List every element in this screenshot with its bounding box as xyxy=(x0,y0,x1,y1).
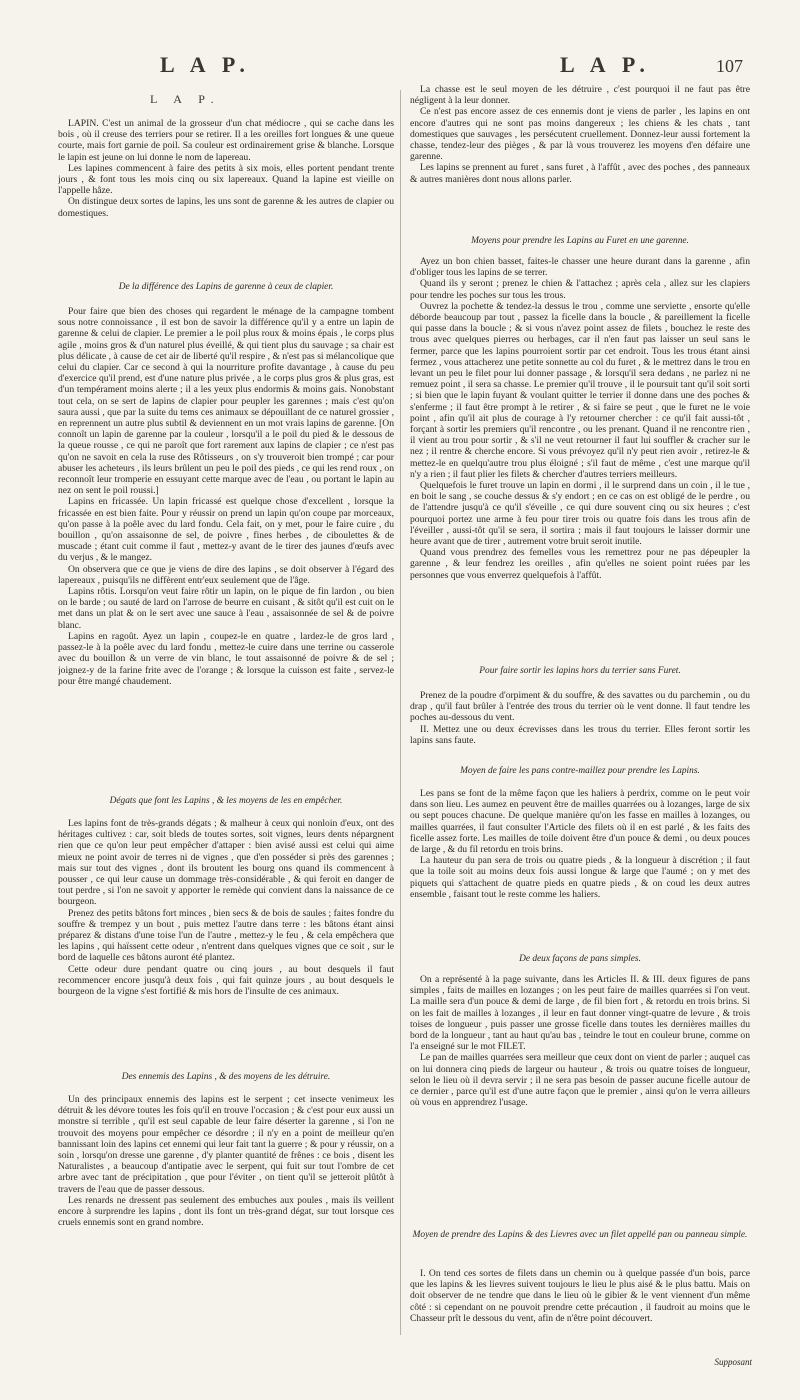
paragraph: Les lapins se prennent au furet , sans furet , à l'affût , avec des poches , des panneaux & autres manières dont nous allons parler. xyxy=(410,162,750,185)
paragraph: Le pan de mailles quarrées sera meilleur que ceux dont on vient de parler ; auquel cas on lui donnera cinq pieds de largeur ou hauteur , & trois ou quatre toises de longueur, selon le lieu où il devra servir ; il ne sera pas besoin de passer aucune ficelle autour de ce dernier , parce qu'il est d'une autre façon que le premier , ainsi qu'on le verra ailleurs où vous en apprendrez l'usage. xyxy=(410,1052,750,1109)
page-number: 107 xyxy=(716,56,743,76)
paragraph: Les renards ne dressent pas seulement des embuches aux poules , mais ils veillent encore à surprendre les lapins , dont ils font un très-grand dégat, sur tout lorsque ces cruels ennemis sont en grand nombre. xyxy=(58,1194,394,1229)
section-heading: Dégats que font les Lapins , & les moyens de les en empêcher. xyxy=(109,796,343,806)
paragraph: Un des principaux ennemis des lapins est le serpent ; cet insecte venimeux les détruit & les dévore toutes les fois qu'il en trouve l'occasion ; & c'est pour eux aussi un monstre si terrible , qu'il est seul capable de leur faire déserter la garenne , si l'on ne trouvoit des moyens pour empêcher ce désordre ; il n'y en a point de meilleur qu'en bannissant loin des lapins cet ennemi qui leur fait tant la guerre ; & pour y réussir, on a soin , lorsqu'on dresse une garenne , d'y planter quantité de frênes : ce bois , disent les Naturalistes , a beaucoup d'antipatie avec le serpent, qui fuit sur tout l'ombre de cet arbre avec tant de précipitation , que pour l'éviter , on tient qu'il se jetteroit plûtôt à travers de l'eau que de passer dessous. xyxy=(58,1094,394,1195)
paragraph: On distingue deux sortes de lapins, les uns sont de garenne & les autres de clapier ou domestiques. xyxy=(58,196,394,219)
paragraph: Prenez des petits bâtons fort minces , bien secs & de bois de saules ; faites fondre du souffre & trempez y un bout , puis mettez l'autre dans terre : les bâtons étant ainsi préparez & distans d'une toise l'un de l'autre , mettez-y le feu , & cela empêchera que les lapins , qui haïssent cette odeur , n'entrent dans quelques vignes que ce soit , sur le bord de laquelle ces bâtons auront été plantez. xyxy=(58,907,394,964)
paragraph: Prenez de la poudre d'orpiment & du souffre, & des savattes ou du parchemin , ou du drap , qu'il faut brûler à l'entrée des trous du terrier où le vent donne. Il faut tendre les poches au-dessous du vent. xyxy=(410,690,750,724)
paragraph: Cette odeur dure pendant quatre ou cinq jours , au bout desquels il faut recommencer encore jusqu'à deux fois , qui fait quinze jours , au bout desquels le bourgeon de la vigne s'est fortifié & mis hors de l'insulte de ces animaux. xyxy=(58,963,394,998)
paragraph: Ce n'est pas encore assez de ces ennemis dont je viens de parler , les lapins en ont encore d'autres qui ne sont pas moins dangereux ; les chiens & les chats , tant domestiques que sauvages , les persécutent cruellement. Donnez-leur aussi fortement la chasse, tendez-leur des pièges , & par là vous trouverez les moyens d'en défaire une garenne. xyxy=(410,106,750,163)
paragraph: Lapins en fricassée. Un lapin fricassé est quelque chose d'excellent , lorsque la fricassée en est bien faite. Pour y réussir on prend un lapin qu'on coupe par morceaux, qu'on passe à la poêle avec du lard fondu. Cela fait, on y met, pour le faire cuire , du bouillon , qu'on assaisonne de sel, de poivre , fines herbes , de ciboulettes & de muscade ; étant cuit comme il faut , mettez-y avant de le tirer des jaunes d'œufs avec du verjus , & le mangez. xyxy=(58,496,394,564)
paragraph: On a représenté à la page suivante, dans les Articles II. & III. deux figures de pans simples , faits de mailles en lozanges ; on les peut faire de mailles quarrées si l'on veut. La maille sera d'un pouce & demi de large , de fil bien fort , & retordu en trois brins. Si on les fait de mailles à lozanges , il leur en faut donner vingt-quatre de levure , & trois toises de longueur , puis passer une grosse ficelle dans toutes les dernières mailles du bord de la longueur , tant au haut qu'au bas , teindre le tout en couleur brune, comme on l'a enseigné sur le mot FILET. xyxy=(410,974,750,1053)
paragraph: Les pans se font de la même façon que les haliers à perdrix, comme on le peut voir dans son lieu. Les aumez en peuvent être de mailles quarrées ou à lozanges, large de six ou sept pouces chacune. De quelque manière qu'on les fasse en mailles à lozanges, ou mailles quarrées, il faut consulter l'Article des filets où il en est parlé , & les faits des ficelle assez forte. Les mailles de toile doivent être d'un pouce & demi , ou deux pouces de large , & du fil retordu en trois brins. xyxy=(410,788,750,856)
paragraph: Les lapines commencent à faire des petits à six mois, elles portent pendant trente jours , & font tous les mois cinq ou six lapereaux. Quand la lapine est vieille on l'appelle hâze. xyxy=(58,162,394,197)
paragraph: Pour faire que bien des choses qui regardent le ménage de la campagne tombent sous notre connoissance , il est bon de savoir la différence qu'il y a entre un lapin de garenne & celui de clapier. Le premier a le poil plus roux & moins épais , le corps plus agile , moins gros & d'un naturel plus éveillé, & qui tient plus du sauvage ; sa chair est plus délicate , à cause de cet air de liberté qu'il respire , & n'est pas si mélancolique que celui du clapier. Car ce second à qui la nourriture profite davantage , à cause du peu d'exercice qu'il prend, est d'une nature plus privée , a le corps plus gros & plus gras, est d'un tempérament moins alerte ; il a les yeux plus endormis & moins gais. Nonobstant tout cela, on se sert de lapins de clapier pour peupler les garennes ; mais c'est qu'on saura aussi , que par la suite du tems ces animaux se dépouillant de ce naturel grossier , en reprennent un autre plus subtil & deviennent en un mot vrais lapins de garenne. [On connoît un lapin de garenne par la couleur , lorsqu'il a le poil du pied & le dessous de la queue rousse , ce qui ne paroît que fort rarement aux lapins de clapier ; ce n'est pas qu'on ne savoit en cela la ruse des Rôtisseurs , on s'y trouveroit bien trompé ; car pour abuser les acheteurs , ils leurs brûlent un peu le poil des pieds , ce qui les rend roux , on reconnoît leur tromperie en essuyant cette marque avec de l'eau , ou portant le lapin au nez on sent le poil roussi.] xyxy=(58,306,394,497)
left-column-title: L A P. xyxy=(150,92,221,106)
running-head-right: L A P. xyxy=(560,52,651,77)
section-heading: Moyen de prendre des Lapins & des Lievres avec un filet appellé pan ou panneau simple. xyxy=(412,1230,748,1240)
paragraph: Ouvrez la pochette & tendez-la dessus le trou , comme une serviette , ensorte qu'elle déborde beaucoup par tout , passez la ficelle dans la boucle , & pareillement la ficelle qui passe dans la boucle ; & si vous n'avez point assez de filets , bouchez le reste des trous avec quelques pierres ou herbages, car il n'en faut pas laisser un seul sans le fermer, parce que les lapins pourroient sortir par cet endroit. Tous les trous étant ainsi fermez , vous attacherez une petite sonnette au col du furet , & le mettrez dans le trou en levant un peu le filet pour lui donner passage , & lorsqu'il sera dedans , ne parlez ni ne remuez point , il sera sa chasse. Le premier qu'il trouve , il le poursuit tant qu'il soit sorti ; si bien que le lapin fuyant & voulant quitter le terrier il donne dans une des poches & s'enferme ; il faut être prompt à le retirer , & si faire se peut , que le furet ne le voie point , afin qu'il ait plus de courage à l'y retourner chercher : ce qu'il fait aussi-tôt , forçant à sortir les premiers qu'il rencontre , ou les prenant. Quand il ne rencontre rien , il vient au trou pour sortir , & s'il ne veut retourner il faut lui souffler & cracher sur le nez ; il rentre & cherche encore. Si vous prévoyez qu'il n'y peut rien avoir , retirez-le & mettez-le en quelqu'autre trou plus éloigné ; s'il faut de même , c'est une marque qu'il n'y a rien ; il faut plier les filets & chercher d'autres terriers meilleurs. xyxy=(410,300,750,480)
section-text xyxy=(58,306,394,776)
section-text xyxy=(410,974,750,1210)
section-text xyxy=(58,1094,394,1322)
section-text xyxy=(410,256,750,648)
paragraph: II. Mettez une ou deux écrevisses dans les trous du terrier. Elles feront sortir les lapins sans faute. xyxy=(410,723,750,746)
paragraph: Quand vous prendrez des femelles vous les remettrez pour ne pas dépeupler la garenne , & leur fendrez les oreilles , afin qu'elles ne soient point ruées par les personnes que vous enverrez quelquefois à l'affût. xyxy=(410,547,750,581)
paragraph: On observera que ce que je viens de dire des lapins , se doit observer à l'égard des lapereaux , puisqu'ils ne diffèrent entr'eux seulement que de l'âge. xyxy=(58,563,394,586)
section-heading: De deux façons de pans simples. xyxy=(519,954,641,964)
intro-text xyxy=(58,118,394,268)
catchword: Supposant xyxy=(714,1357,752,1367)
paragraph: Les lapins font de très-grands dégats ; & malheur à ceux qui nonloin d'eux, ont des héritages cultivez : car, soit bleds de toutes sortes, soit vignes, leurs dents népargnent rien que ce qu'on leur peut empêcher d'attaper : bien avisé aussi est celui qui aime mieux ne point avoir de terres ni de vignes , que d'en posséder si près des garennes ; mais sur tout des vignes , dont ils broutent les bourg ons quand ils commencent à pousser , ce qui leur cause un dommage très-considérable , & qui feroit en danger de tout perdre , si l'on ne savoit y apporter le remède qui convient dans la naissance de ce bourgeon. xyxy=(58,818,394,908)
paragraph: LAPIN. C'est un animal de la grosseur d'un chat médiocre , qui se cache dans les bois , où il creuse des terriers pour se retirer. Il a les oreilles fort longues & une queue courte, mais fort garnie de poil. Sa couleur est ordinairement grise & blanche. Lorsque le lapin est jeune on lui donne le nom de lapereau. xyxy=(58,118,394,163)
running-head-left: L A P. xyxy=(160,52,251,77)
section-text xyxy=(58,818,394,1054)
paragraph: Lapins en ragoût. Ayez un lapin , coupez-le en quatre , lardez-le de gros lard , passez-le à la poêle avec du lard fondu , mettez-le cuire dans une terrine ou casserole avec du bouillon & un verre de vin blanc, le tout assaisonné de poivre & de sel ; joignez-y de la farine frite avec de l'orange ; & lorsque la cuisson est faite , servez-le pour être mangé chaudement. xyxy=(58,630,394,687)
section-text xyxy=(410,1268,750,1356)
section-text xyxy=(410,788,750,934)
section-heading: Pour faire sortir les lapins hors du terrier sans Furet. xyxy=(479,666,681,676)
section-heading: Des ennemis des Lapins , & des moyens de les détruire. xyxy=(121,1072,331,1082)
paragraph: La chasse est le seul moyen de les détruire , c'est pourquoi il ne faut pas être négligent à la leur donner. xyxy=(410,84,750,107)
paragraph: Ayez un bon chien basset, faites-le chasser une heure durant dans la garenne , afin d'obliger tous les lapins de se terrer. xyxy=(410,256,750,279)
paragraph: La hauteur du pan sera de trois ou quatre pieds , & la longueur à discrétion ; il faut que la toile soit au moins deux fois aussi longue & large que l'aumé ; on y met des piquets qui s'attachent de quatre pieds en quatre pieds , & on coud les deux autres ensemble , faisant tout le reste comme les haliers. xyxy=(410,855,750,900)
paragraph: Lapins rôtis. Lorsqu'on veut faire rôtir un lapin, on le pique de fin lardon , ou bien on le barde ; ou sauté de lard on l'arrose de beurre en cuisant , & sitôt qu'il est cuit on le met dans un plat & on le sert avec une sauce à l'eau , assaisonnée de sel & de poivre blanc. xyxy=(58,586,394,631)
section-heading: De la différence des Lapins de garenne à ceux de clapier. xyxy=(118,282,334,292)
section-text xyxy=(410,84,750,196)
column-divider xyxy=(400,90,401,1335)
section-heading: Moyens pour prendre les Lapins au Furet en une garenne. xyxy=(471,236,689,246)
paragraph: Quelquefois le furet trouve un lapin en dormi , il le surprend dans un coin , il le tue , en boit le sang , se couche dessus & s'y endort ; en ce cas on est obligé de le perdre , ou de l'attendre jusqu'à ce qu'il s'éveille , ce qui dure souvent cinq ou six heures ; c'est pourquoi portez une arme à feu pour tirer trois ou quatre fois dans les trous afin de l'éveiller , aussi-tôt qu'il se sera, il sortira ; mais il faut toujours le laisser dormir une heure avant que de tirer , autrement votre bruit seroit inutile. xyxy=(410,480,750,548)
paragraph: I. On tend ces sortes de filets dans un chemin ou à quelque passée d'un bois, parce que les lapins & les lievres suivent toujours le lieu le plus aisé & le plus battu. Mais on doit observer de ne tendre que dans le lieu où le gibier & le vent viennent d'un même côté : si cependant on ne pouvoit prendre cette précaution , il faudroit au moins que le Chasseur prît le dessous du vent, afin de n'être point découvert. xyxy=(410,1268,750,1324)
section-text xyxy=(410,690,750,746)
paragraph: Quand ils y seront ; prenez le chien & l'attachez ; après cela , allez sur les clapiers pour tendre les poches sur tous les trous. xyxy=(410,278,750,301)
section-heading: Moyen de faire les pans contre-maillez pour prendre les Lapins. xyxy=(460,766,700,776)
